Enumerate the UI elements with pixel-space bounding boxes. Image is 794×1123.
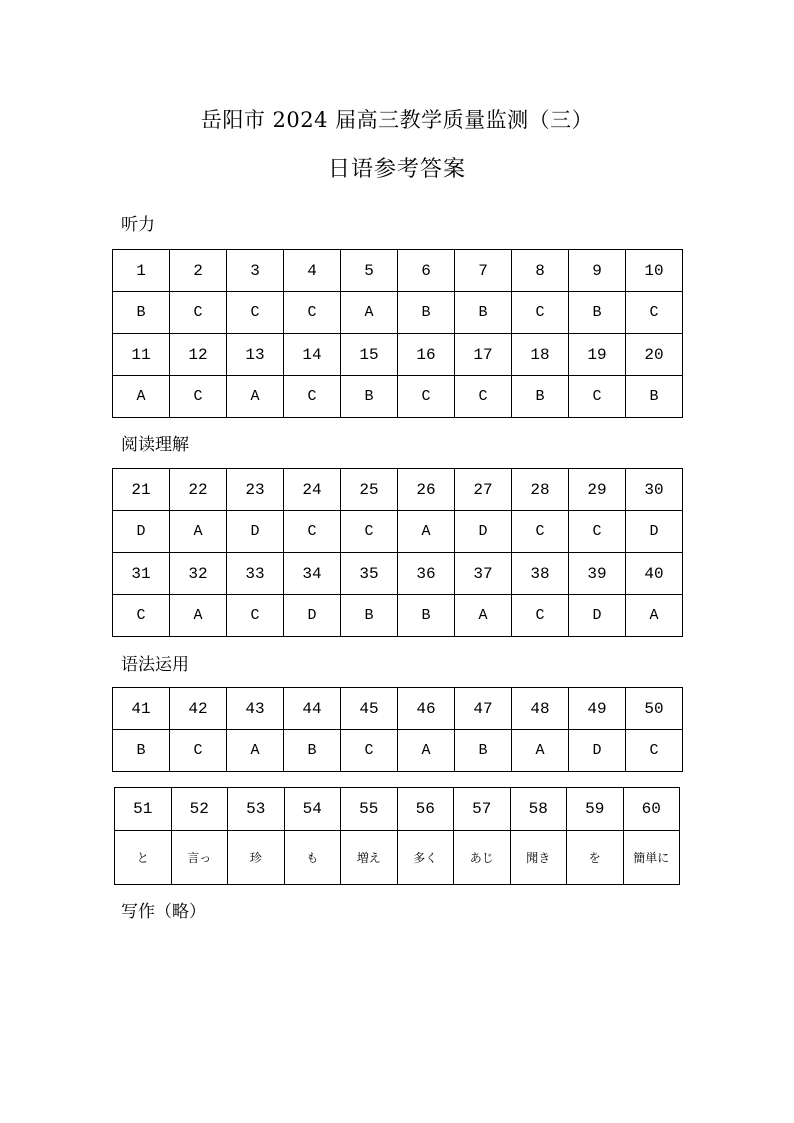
question-number-cell: 37 xyxy=(455,553,512,595)
question-number-cell: 12 xyxy=(170,334,227,376)
question-number-cell: 44 xyxy=(284,688,341,730)
question-number-row xyxy=(113,250,683,292)
answer-cell: C xyxy=(284,292,341,334)
question-number-cell: 55 xyxy=(341,788,398,831)
question-number-cell: 24 xyxy=(284,469,341,511)
question-number-cell: 8 xyxy=(512,250,569,292)
answer-cell: と xyxy=(115,831,172,885)
answer-cell: A xyxy=(170,595,227,637)
question-number-cell: 39 xyxy=(569,553,626,595)
answer-cell: A xyxy=(512,730,569,772)
question-number-cell: 17 xyxy=(455,334,512,376)
answer-cell: B xyxy=(455,292,512,334)
question-number-cell: 60 xyxy=(623,788,680,831)
section-heading-writing: 写作（略） xyxy=(121,902,206,922)
answer-cell: あじ xyxy=(454,831,511,885)
document-subtitle: 日语参考答案 xyxy=(327,157,466,182)
answer-cell: を xyxy=(567,831,624,885)
answer-cell: A xyxy=(113,376,170,418)
question-number-cell: 2 xyxy=(170,250,227,292)
question-number-cell: 59 xyxy=(567,788,624,831)
question-number-cell: 25 xyxy=(341,469,398,511)
answer-cell: C xyxy=(170,730,227,772)
answer-cell: 簡単に xyxy=(623,831,680,885)
question-number-cell: 30 xyxy=(626,469,683,511)
answer-cell: B xyxy=(341,376,398,418)
answer-row xyxy=(115,831,680,885)
question-number-cell: 28 xyxy=(512,469,569,511)
answer-cell: A xyxy=(227,376,284,418)
question-number-cell: 31 xyxy=(113,553,170,595)
answer-cell: C xyxy=(512,595,569,637)
reading-answer-table xyxy=(112,468,683,637)
question-number-cell: 26 xyxy=(398,469,455,511)
answer-row xyxy=(113,292,683,334)
question-number-cell: 15 xyxy=(341,334,398,376)
question-number-row xyxy=(113,469,683,511)
answer-cell: C xyxy=(341,511,398,553)
question-number-cell: 23 xyxy=(227,469,284,511)
answer-cell: D xyxy=(569,730,626,772)
answer-cell: B xyxy=(398,595,455,637)
question-number-cell: 16 xyxy=(398,334,455,376)
answer-cell: B xyxy=(341,595,398,637)
answer-cell: A xyxy=(455,595,512,637)
answer-row xyxy=(113,730,683,772)
answer-cell: B xyxy=(626,376,683,418)
answer-row xyxy=(113,376,683,418)
answer-cell: C xyxy=(341,730,398,772)
question-number-cell: 6 xyxy=(398,250,455,292)
question-number-cell: 20 xyxy=(626,334,683,376)
answer-cell: D xyxy=(227,511,284,553)
answer-cell: B xyxy=(455,730,512,772)
question-number-row xyxy=(115,788,680,831)
answer-cell: 言っ xyxy=(171,831,228,885)
listening-answer-table xyxy=(112,249,683,418)
question-number-cell: 7 xyxy=(455,250,512,292)
answer-row xyxy=(113,511,683,553)
answer-cell: A xyxy=(626,595,683,637)
question-number-cell: 11 xyxy=(113,334,170,376)
answer-cell: A xyxy=(227,730,284,772)
question-number-cell: 32 xyxy=(170,553,227,595)
answer-cell: A xyxy=(398,511,455,553)
answer-cell: も xyxy=(284,831,341,885)
answer-cell: 多く xyxy=(397,831,454,885)
question-number-cell: 51 xyxy=(115,788,172,831)
question-number-cell: 47 xyxy=(455,688,512,730)
answer-cell: C xyxy=(284,511,341,553)
question-number-cell: 9 xyxy=(569,250,626,292)
answer-cell: B xyxy=(284,730,341,772)
question-number-cell: 40 xyxy=(626,553,683,595)
answer-cell: B xyxy=(113,730,170,772)
question-number-cell: 50 xyxy=(626,688,683,730)
grammar-answer-table xyxy=(112,687,683,772)
answer-cell: C xyxy=(569,511,626,553)
question-number-cell: 21 xyxy=(113,469,170,511)
question-number-cell: 57 xyxy=(454,788,511,831)
answer-cell: C xyxy=(569,376,626,418)
question-number-cell: 18 xyxy=(512,334,569,376)
question-number-row xyxy=(113,553,683,595)
question-number-cell: 1 xyxy=(113,250,170,292)
answer-cell: C xyxy=(455,376,512,418)
answer-cell: C xyxy=(284,376,341,418)
answer-cell: C xyxy=(512,292,569,334)
question-number-cell: 27 xyxy=(455,469,512,511)
answer-cell: C xyxy=(626,730,683,772)
question-number-cell: 34 xyxy=(284,553,341,595)
question-number-cell: 52 xyxy=(171,788,228,831)
question-number-cell: 48 xyxy=(512,688,569,730)
answer-cell: C xyxy=(398,376,455,418)
question-number-cell: 43 xyxy=(227,688,284,730)
answer-cell: B xyxy=(512,376,569,418)
answer-row xyxy=(113,595,683,637)
section-heading-grammar: 语法运用 xyxy=(121,655,189,675)
question-number-cell: 42 xyxy=(170,688,227,730)
answer-cell: C xyxy=(626,292,683,334)
answer-cell: B xyxy=(398,292,455,334)
question-number-cell: 10 xyxy=(626,250,683,292)
answer-cell: C xyxy=(170,292,227,334)
question-number-cell: 38 xyxy=(512,553,569,595)
answer-cell: C xyxy=(227,595,284,637)
question-number-cell: 46 xyxy=(398,688,455,730)
question-number-cell: 49 xyxy=(569,688,626,730)
question-number-cell: 4 xyxy=(284,250,341,292)
question-number-cell: 33 xyxy=(227,553,284,595)
question-number-cell: 56 xyxy=(397,788,454,831)
answer-cell: A xyxy=(341,292,398,334)
answer-cell: C xyxy=(170,376,227,418)
answer-cell: D xyxy=(284,595,341,637)
question-number-row xyxy=(113,334,683,376)
question-number-cell: 13 xyxy=(227,334,284,376)
question-number-cell: 22 xyxy=(170,469,227,511)
document-title: 岳阳市 2024 届高三教学质量监测（三） xyxy=(200,108,594,132)
answer-cell: 増え xyxy=(341,831,398,885)
question-number-cell: 36 xyxy=(398,553,455,595)
answer-cell: B xyxy=(569,292,626,334)
question-number-cell: 41 xyxy=(113,688,170,730)
question-number-cell: 5 xyxy=(341,250,398,292)
fill-in-answer-table xyxy=(114,787,680,885)
question-number-cell: 3 xyxy=(227,250,284,292)
answer-cell: D xyxy=(569,595,626,637)
answer-cell: D xyxy=(113,511,170,553)
answer-cell: A xyxy=(398,730,455,772)
question-number-row xyxy=(113,688,683,730)
answer-cell: D xyxy=(455,511,512,553)
question-number-cell: 14 xyxy=(284,334,341,376)
answer-cell: B xyxy=(113,292,170,334)
section-heading-listening: 听力 xyxy=(121,215,155,235)
question-number-cell: 53 xyxy=(228,788,285,831)
question-number-cell: 54 xyxy=(284,788,341,831)
question-number-cell: 58 xyxy=(510,788,567,831)
question-number-cell: 35 xyxy=(341,553,398,595)
answer-cell: 珍 xyxy=(228,831,285,885)
answer-cell: C xyxy=(227,292,284,334)
answer-cell: A xyxy=(170,511,227,553)
question-number-cell: 29 xyxy=(569,469,626,511)
question-number-cell: 19 xyxy=(569,334,626,376)
section-heading-reading: 阅读理解 xyxy=(121,435,189,455)
question-number-cell: 45 xyxy=(341,688,398,730)
answer-cell: C xyxy=(512,511,569,553)
answer-cell: 聞き xyxy=(510,831,567,885)
answer-cell: D xyxy=(626,511,683,553)
answer-cell: C xyxy=(113,595,170,637)
